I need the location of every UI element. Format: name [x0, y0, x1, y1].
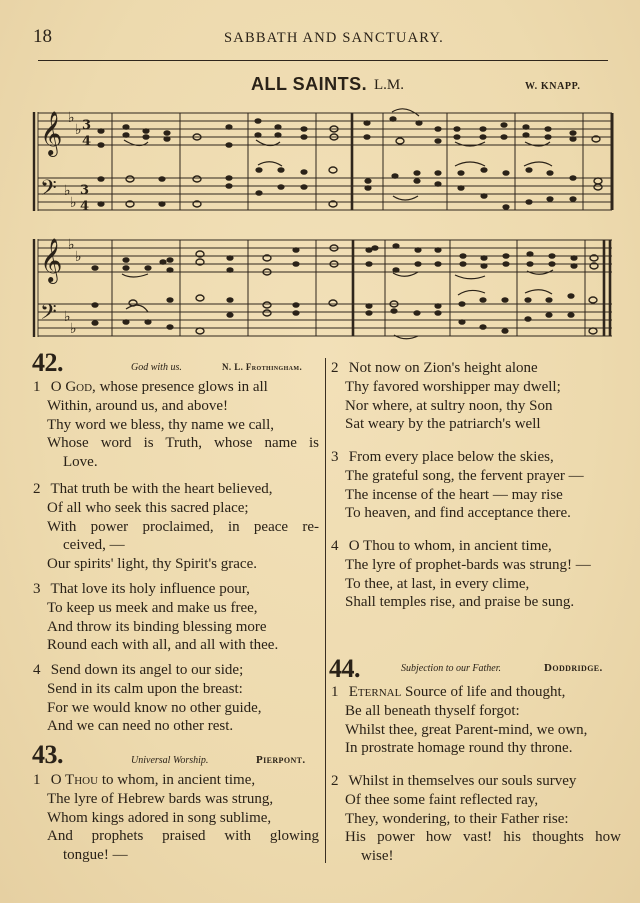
stanza-line: Whose word is Truth, whose name is: [47, 435, 319, 452]
hymn-44-subject: Subjection to our Father.: [401, 663, 501, 674]
stanza-number: 2: [331, 360, 339, 376]
hymn-44-stanza-1: [331, 683, 621, 758]
hymn-42-stanza-3: [33, 580, 319, 655]
stanza-number: 1: [33, 379, 41, 395]
hymn-44-author: Doddridge.: [544, 662, 603, 674]
svg-text:𝄞: 𝄞: [40, 111, 63, 155]
stanza-line: tongue! —: [63, 847, 128, 864]
hymn-42-number: 42.: [32, 348, 63, 377]
stanza-line: And we can need no other rest.: [47, 718, 234, 735]
column-divider: [325, 358, 326, 863]
hymn-43-number: 43.: [32, 740, 63, 769]
hymn-43-stanza-2: [331, 359, 621, 434]
svg-text:♭: ♭: [70, 195, 77, 211]
tune-composer: W. KNAPP.: [525, 81, 581, 92]
running-title: SABBATH AND SANCTUARY.: [224, 30, 444, 46]
hymn-43-subject: Universal Worship.: [131, 755, 209, 766]
stanza-number: 1: [331, 684, 339, 700]
music-score: [0, 0, 640, 360]
hymn-44-stanza-2: [331, 772, 621, 866]
svg-text:♭: ♭: [70, 321, 77, 337]
system-1-bass-staff: [38, 178, 612, 210]
hymn-42-author: N. L. Frothingham.: [222, 362, 303, 372]
system-brackets: [34, 112, 38, 337]
stanza-number: 3: [33, 581, 41, 597]
stanza-line: Send down its angel to our side;: [50, 662, 244, 678]
hymn-42-stanza-1: [33, 378, 319, 472]
stanza-line: From every place below the skies,: [348, 449, 554, 465]
hymn-42-subject: God with us.: [131, 362, 182, 373]
svg-text:♭: ♭: [64, 183, 71, 199]
stanza-line: Round each with all, and all with thee.: [47, 637, 279, 654]
svg-text:♭: ♭: [68, 237, 75, 253]
stanza-line: Of thee some faint reflected ray,: [345, 791, 539, 808]
svg-text:𝄞: 𝄞: [40, 238, 63, 282]
tune-title: ALL SAINTS.: [251, 74, 368, 94]
stanza-line: O Thou to whom, in ancient time,: [348, 538, 552, 554]
svg-text:♭: ♭: [64, 309, 71, 325]
hymn-43-stanza-4: [331, 537, 621, 612]
stanza-line: Thy word we bless, thy name we call,: [47, 416, 275, 433]
stanza-line: Love.: [63, 454, 98, 471]
stanza-line: Whilst thee, great Parent-mind, we own,: [345, 721, 588, 738]
stanza-line: His power how vast! his thoughts how: [345, 829, 621, 846]
stanza-line: The incense of the heart — may rise: [345, 486, 563, 503]
stanza-line: For we would know no other guide,: [47, 699, 262, 716]
svg-text:𝄢: 𝄢: [40, 300, 57, 330]
stanza-line: Our spirits' light, thy Spirit's grace.: [47, 556, 257, 573]
svg-text:♭: ♭: [75, 249, 82, 265]
hymn-43-stanza-1: [33, 771, 319, 865]
stanza-line: whose presence glows in all: [99, 379, 268, 395]
stanza-line: Send in its calm upon the breast:: [47, 680, 243, 697]
stanza-line: to whom, in ancient time,: [101, 772, 256, 788]
stanza-line: Sat weary by the patriarch's well: [345, 416, 541, 433]
stanza-line: The grateful song, the fervent prayer —: [345, 467, 584, 484]
svg-text:♭: ♭: [68, 110, 75, 126]
svg-text:4: 4: [82, 134, 92, 149]
stanza-line: Of all who seek this sacred place;: [47, 499, 249, 516]
stanza-line: Thy favored worshipper may dwell;: [345, 378, 561, 395]
svg-text:4: 4: [80, 199, 90, 214]
stanza-line: Shall temples rise, and praise be sung.: [345, 594, 575, 611]
tune-meter: L.M.: [374, 77, 404, 93]
stanza-line: Be all beneath thyself forgot:: [345, 702, 520, 719]
hymn-43-author: Pierpont.: [256, 754, 306, 766]
stanza-line: wise!: [361, 848, 394, 865]
stanza-lead-word: O Thou: [50, 772, 99, 788]
staff-lines: [38, 113, 612, 336]
note-heads: [91, 116, 602, 334]
hymn-42-stanza-2: [33, 480, 319, 574]
stanza-line: To keep us meek and make us free,: [47, 599, 258, 616]
stanza-number: 2: [331, 773, 339, 789]
stanza-line: Nor where, at sultry noon, thy Son: [345, 397, 553, 414]
svg-text:𝄢: 𝄢: [40, 176, 57, 206]
stanza-line: And prophets praised with glowing: [47, 828, 319, 845]
stanza-line: That love its holy influence pour,: [50, 581, 250, 597]
clefs-and-signatures: [40, 110, 91, 337]
stanza-number: 3: [331, 449, 339, 465]
svg-text:3: 3: [82, 118, 92, 133]
stanza-line: That truth be with the heart believed,: [50, 481, 273, 497]
stanza-line: To thee, at last, in every clime,: [345, 575, 530, 592]
stanza-line: To heaven, and find acceptance there.: [345, 505, 571, 522]
hymn-43-stanza-3: [331, 448, 621, 523]
stanza-line: And throw its binding blessing more: [47, 618, 267, 635]
stanza-line: They, wondering, to their Father rise:: [345, 810, 569, 827]
stanza-line: Whilst in themselves our souls survey: [348, 773, 577, 789]
stanza-line: The lyre of Hebrew bards was strung,: [47, 790, 274, 807]
stanza-line: With power proclaimed, in peace re-: [47, 518, 319, 535]
stanza-line: Source of life and thought,: [405, 684, 566, 700]
svg-text:♭: ♭: [75, 122, 82, 138]
stanza-line: The lyre of prophet-bards was strung! —: [345, 556, 591, 573]
stanza-number: 4: [33, 662, 41, 678]
hymn-44-number: 44.: [329, 654, 360, 683]
svg-text:3: 3: [80, 183, 90, 198]
stanza-line: ceived, —: [63, 537, 125, 554]
stanza-line: In prostrate homage round thy throne.: [345, 740, 573, 757]
stanza-number: 2: [33, 481, 41, 497]
stanza-lead-word: Eternal: [348, 684, 402, 700]
stanza-lead-word: O God,: [50, 379, 96, 395]
hymn-42-stanza-4: [33, 661, 319, 736]
stanza-line: Whom kings adored in song sublime,: [47, 809, 272, 826]
stanza-line: Not now on Zion's height alone: [348, 360, 538, 376]
stanza-number: 4: [331, 538, 339, 554]
page-number: 18: [33, 26, 52, 47]
stanza-number: 1: [33, 772, 41, 788]
stanza-line: Within, around us, and above!: [47, 397, 229, 414]
